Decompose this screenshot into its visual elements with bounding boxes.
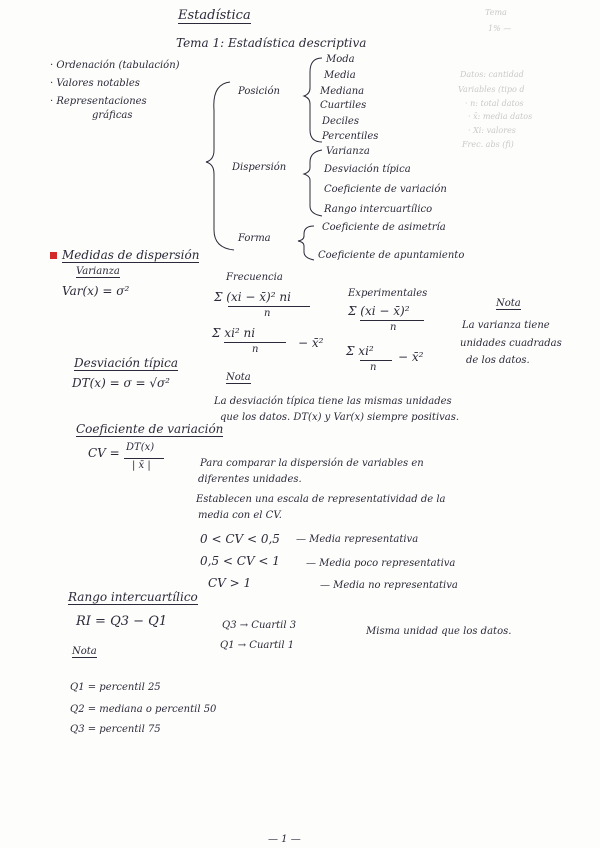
formula-frec-2-tail: − x̄² (298, 336, 324, 350)
topic-title: Tema 1: Estadística descriptiva (176, 36, 367, 50)
nota-label: Nota (72, 646, 97, 657)
faint-side-text: Frec. abs (fi) (462, 140, 514, 149)
intro-bullet: · Representaciones (50, 96, 147, 107)
formula-exp-1-den: n (390, 322, 397, 333)
formula-frec-1-den: n (264, 308, 271, 319)
formula-frec-2: Σ xi² ni (212, 326, 256, 340)
page-title: Estadística (178, 8, 251, 23)
leaf-percentiles: Percentiles (322, 131, 379, 142)
nota-label: Nota (496, 298, 521, 309)
frecuencia-label: Frecuencia (226, 272, 283, 283)
corner-note-2: 1% — (488, 24, 512, 33)
leaf-varianza: Varianza (326, 146, 370, 157)
coef-line: diferentes unidades. (198, 474, 302, 485)
nota-line: Q3 = percentil 75 (70, 724, 161, 735)
formula-frec-1: Σ (xi − x̄)² ni (214, 290, 291, 304)
leaf-apuntamiento: Coeficiente de apuntamiento (318, 250, 465, 261)
leaf-media: Media (324, 70, 356, 81)
varianza-title: Varianza (76, 266, 120, 277)
scale-desc: — Media no representativa (320, 580, 458, 591)
coef-def-num: DT(x) (126, 442, 155, 453)
nota-line: que los datos. DT(x) y Var(x) siempre positivas. (220, 412, 460, 423)
scale-cond: CV > 1 (208, 576, 252, 590)
formula-exp-1: Σ (xi − x̄)² (348, 304, 410, 318)
rango-q3: Q3 → Cuartil 3 (222, 620, 297, 631)
nota-line: La desviación típica tiene las mismas unidades (214, 396, 452, 407)
coef-title: Coeficiente de variación (76, 422, 224, 436)
faint-side-text: · n: total datos (465, 99, 524, 108)
coef-line: Establecen una escala de representatividad de la (196, 494, 446, 505)
nota-line: unidades cuadradas (460, 338, 562, 349)
leaf-coef-variacion: Coeficiente de variación (324, 184, 447, 195)
branch-posicion: Posición (238, 86, 280, 97)
coef-def-lhs: CV = (88, 446, 120, 460)
faint-side-text: · Xi: valores (468, 126, 516, 135)
nota-label: Nota (226, 372, 251, 383)
desviacion-def: DT(x) = σ = √σ² (72, 376, 170, 390)
fraction-bar (228, 306, 310, 307)
intro-bullet: gráficas (92, 110, 133, 121)
rango-def: RI = Q3 − Q1 (76, 614, 168, 629)
intro-bullet: · Valores notables (50, 78, 140, 89)
fraction-bar (124, 458, 164, 459)
nota-line: Q2 = mediana o percentil 50 (70, 704, 217, 715)
faint-side-text: · x̄: media datos (468, 112, 533, 121)
desviacion-title: Desviación típica (74, 356, 179, 370)
corner-note-1: Tema (485, 8, 507, 17)
rango-q1: Q1 → Cuartil 1 (220, 640, 295, 651)
leaf-mediana: Mediana (320, 86, 365, 97)
branch-forma: Forma (238, 233, 271, 244)
fraction-bar (360, 360, 392, 361)
page-number: — 1 — (268, 834, 301, 845)
leaf-rango: Rango intercuartílico (324, 204, 433, 215)
scale-desc: — Media poco representativa (306, 558, 456, 569)
experimentales-label: Experimentales (348, 288, 428, 299)
leaf-cuartiles: Cuartiles (320, 100, 367, 111)
formula-frec-2-den: n (252, 344, 259, 355)
branch-dispersion: Dispersión (232, 162, 287, 173)
formula-exp-2-den: n (370, 362, 377, 373)
fraction-bar (360, 320, 424, 321)
scale-desc: — Media representativa (296, 534, 419, 545)
fraction-bar (224, 342, 286, 343)
leaf-asimetria: Coeficiente de asimetría (322, 222, 446, 233)
varianza-def: Var(x) = σ² (62, 284, 130, 298)
formula-exp-2-tail: − x̄² (398, 350, 424, 364)
formula-exp-2: Σ xi² (346, 344, 374, 358)
coef-line: Para comparar la dispersión de variables en (200, 458, 424, 469)
scale-cond: 0 < CV < 0,5 (200, 532, 280, 546)
faint-side-text: Datos: cantidad (460, 70, 524, 79)
section-heading: Medidas de dispersión (62, 248, 200, 262)
faint-side-text: Variables (tipo d (458, 85, 525, 94)
nota-line: La varianza tiene (462, 320, 550, 331)
nota-line: Q1 = percentil 25 (70, 682, 161, 693)
leaf-moda: Moda (326, 54, 355, 65)
coef-line: media con el CV. (198, 510, 282, 521)
nota-line: de los datos. (466, 355, 530, 366)
scale-cond: 0,5 < CV < 1 (200, 554, 280, 568)
leaf-desviacion: Desviación típica (324, 164, 411, 175)
coef-def-den: | x̄ | (132, 460, 151, 471)
leaf-deciles: Deciles (322, 116, 359, 127)
red-bullet-icon (50, 252, 57, 259)
intro-bullet: · Ordenación (tabulación) (50, 60, 180, 71)
rango-note: Misma unidad que los datos. (366, 626, 512, 637)
rango-title: Rango intercuartílico (68, 590, 198, 604)
